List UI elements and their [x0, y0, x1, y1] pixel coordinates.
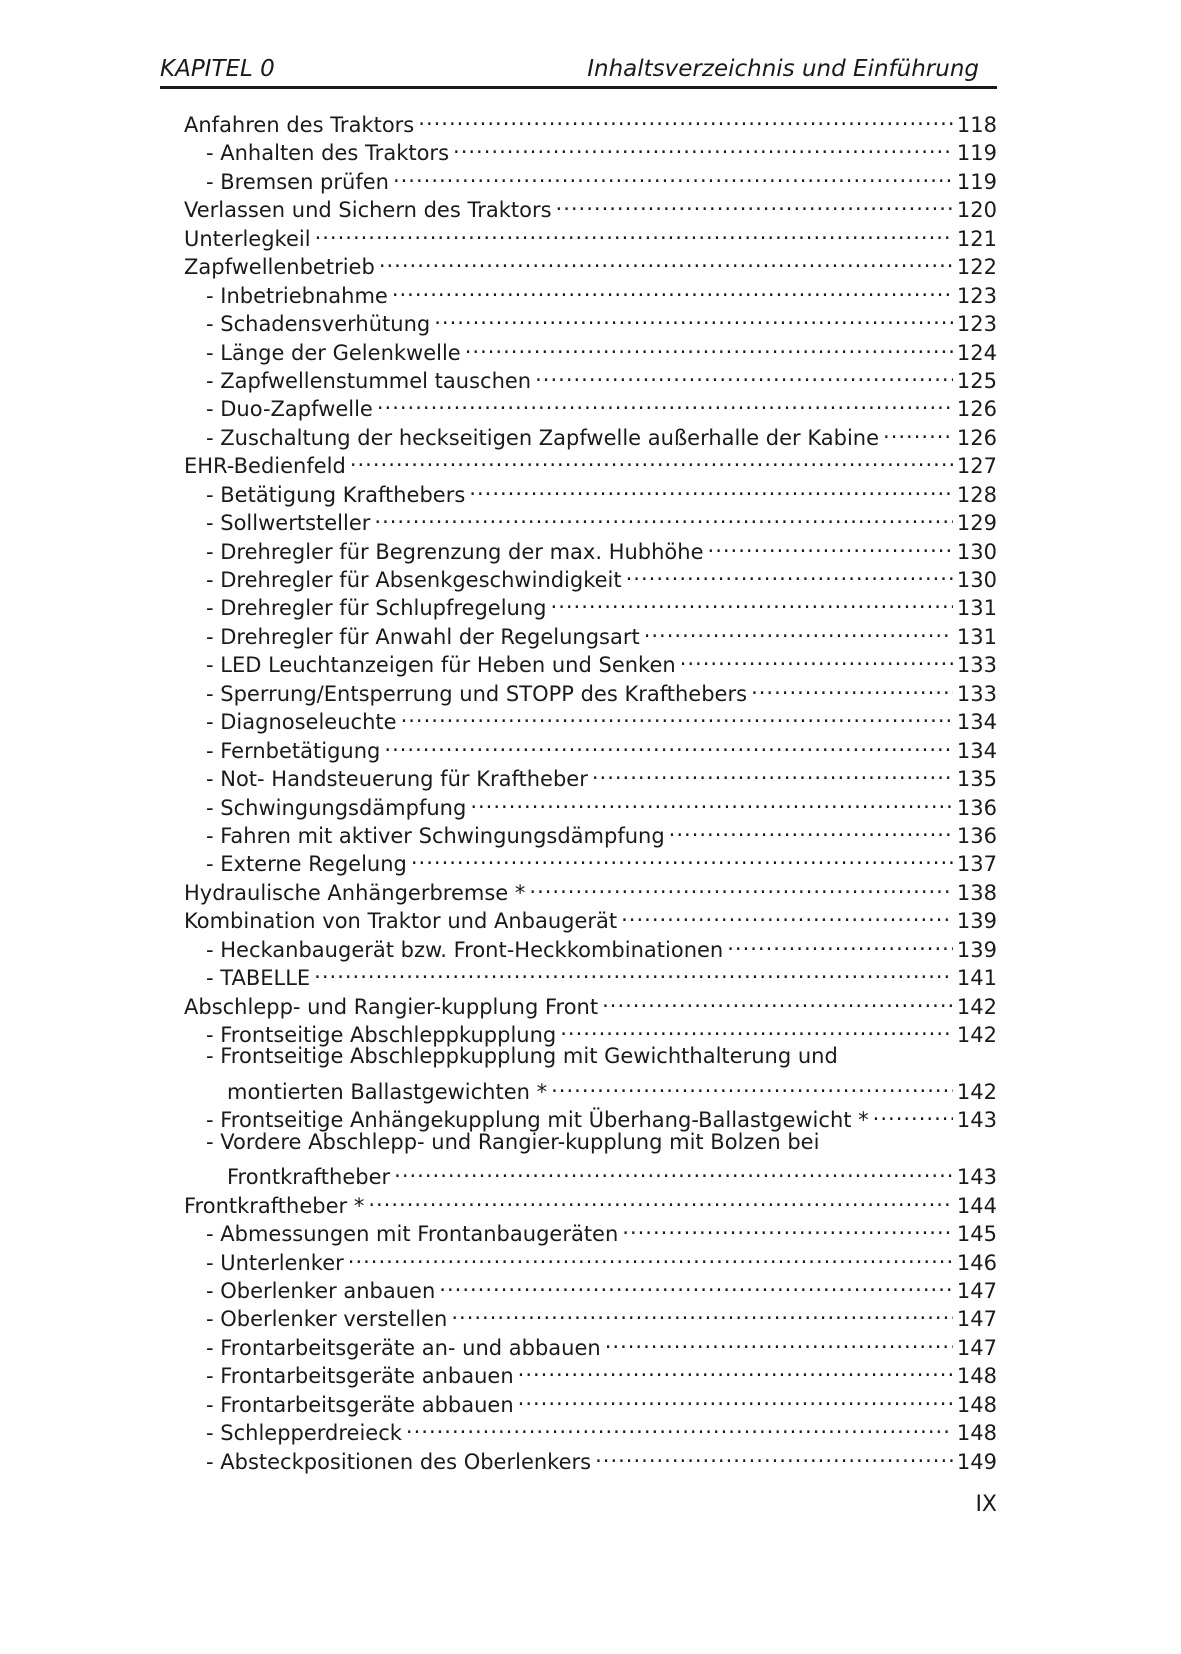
toc-entry-page: 126 — [956, 425, 997, 450]
toc-entry-page: 138 — [956, 880, 997, 905]
dot-leader — [727, 929, 953, 957]
toc-entry-page: 141 — [956, 966, 997, 991]
toc-entry-title: - Sperrung/Entsperrung und STOPP des Krafthebers — [206, 681, 748, 706]
dot-leader — [708, 531, 953, 559]
toc-entry-title: EHR-Bedienfeld — [184, 454, 346, 479]
toc-entry-page: 131 — [956, 624, 997, 649]
toc-entry-title: montierten Ballastgewichten * — [227, 1079, 548, 1104]
toc-entry-title: - Zuschaltung der heckseitigen Zapfwelle außerhalle der Kabine — [206, 425, 880, 450]
dot-leader — [470, 787, 953, 815]
toc-entry-title: - Schadensverhütung — [206, 312, 431, 337]
toc-entry-page: 120 — [956, 198, 997, 223]
dot-leader — [669, 815, 953, 843]
toc-entry-page: 147 — [956, 1307, 997, 1332]
toc-entry-page: 130 — [956, 539, 997, 564]
toc-entry-title: Frontkraftheber * — [184, 1193, 365, 1218]
toc-entry-title: - Fahren mit aktiver Schwingungsdämpfung — [206, 823, 665, 848]
dot-leader — [434, 303, 953, 331]
toc-entry-page: 144 — [956, 1193, 997, 1218]
dot-leader — [883, 417, 953, 445]
toc-entry-page: 147 — [956, 1335, 997, 1360]
toc-entry-page: 142 — [956, 1079, 997, 1104]
dot-leader — [592, 758, 953, 786]
dot-leader — [529, 872, 953, 900]
toc-entry-title: - Frontseitige Abschleppkupplung mit Gewichthalterung und — [206, 1044, 838, 1069]
table-of-contents — [184, 104, 997, 1474]
dot-leader — [315, 218, 953, 246]
toc-entry-title: - Schwingungsdämpfung — [206, 795, 467, 820]
toc-entry-title: - Absteckpositionen des Oberlenkers — [206, 1449, 592, 1474]
chapter-label: KAPITEL 0 — [160, 56, 275, 82]
toc-entry-page: 148 — [956, 1364, 997, 1389]
header-title: Inhaltsverzeichnis und Einführung — [587, 56, 979, 82]
dot-leader — [751, 673, 953, 701]
toc-entry-page: 143 — [956, 1108, 997, 1133]
dot-leader — [560, 1014, 953, 1042]
toc-entry-title: Unterlegkeil — [184, 226, 311, 251]
toc-entry-page: 128 — [956, 482, 997, 507]
toc-entry-title: - Heckanbaugerät bzw. Front-Heckkombinationen — [206, 937, 724, 962]
toc-entry-page: 119 — [956, 169, 997, 194]
toc-entry-title: - Oberlenker anbauen — [206, 1278, 436, 1303]
dot-leader — [680, 644, 953, 672]
toc-entry-title: - Bremsen prüfen — [206, 169, 389, 194]
toc-entry-page: 131 — [956, 596, 997, 621]
dot-leader — [556, 189, 953, 217]
dot-leader — [621, 900, 953, 928]
toc-entry-title: - Frontarbeitsgeräte abbauen — [206, 1392, 514, 1417]
toc-entry-page: 142 — [956, 994, 997, 1019]
toc-entry-title: - Sollwertsteller — [206, 511, 371, 536]
dot-leader — [595, 1441, 953, 1469]
toc-entry-title: - Drehregler für Absenkgeschwindigkeit — [206, 568, 622, 592]
dot-leader — [439, 1270, 953, 1298]
page-number: IX — [975, 1492, 997, 1517]
dot-leader — [626, 559, 953, 587]
toc-entry-title: - Frontarbeitsgeräte anbauen — [206, 1364, 514, 1389]
dot-leader — [392, 275, 953, 303]
dot-leader — [314, 957, 953, 985]
dot-leader — [535, 360, 953, 388]
dot-leader — [605, 1327, 953, 1355]
toc-entry-title: Zapfwellenbetrieb — [184, 255, 375, 280]
toc-entry-title: - Drehregler für Anwahl der Regelungsart — [206, 624, 640, 649]
toc-entry-title: Verlassen und Sichern des Traktors — [184, 198, 552, 223]
dot-leader — [406, 1412, 953, 1440]
dot-leader — [518, 1384, 953, 1412]
dot-leader — [411, 843, 953, 871]
toc-entry-page: 146 — [956, 1250, 997, 1275]
toc-entry-page: 125 — [956, 368, 997, 393]
dot-leader — [377, 388, 953, 416]
toc-entry-page: 136 — [956, 823, 997, 848]
toc-entry-page: 148 — [956, 1392, 997, 1417]
toc-entry-page: 139 — [956, 937, 997, 962]
toc-entry-title: - Vordere Abschlepp- und Rangier-kupplung mit Bolzen bei — [206, 1129, 820, 1154]
toc-entry-page: 137 — [956, 852, 997, 877]
dot-leader — [394, 1156, 953, 1184]
toc-entry-page: 130 — [956, 568, 997, 592]
dot-leader — [384, 730, 953, 758]
toc-entry-page: 145 — [956, 1222, 997, 1247]
toc-entry-page: 123 — [956, 312, 997, 337]
toc-entry-title: - Duo-Zapfwelle — [206, 397, 373, 422]
dot-leader — [453, 132, 953, 160]
dot-leader — [465, 332, 953, 360]
dot-leader — [368, 1185, 953, 1213]
toc-entry-title: Anfahren des Traktors — [184, 113, 415, 137]
toc-entry-title: Abschlepp- und Rangier-kupplung Front — [184, 994, 599, 1019]
toc-entry[interactable] — [184, 1071, 997, 1104]
toc-entry-title: - Inbetriebnahme — [206, 283, 388, 308]
toc-entry-title: - Schlepperdreieck — [206, 1421, 402, 1446]
toc-entry[interactable] — [184, 1042, 997, 1070]
toc-entry-page: 143 — [956, 1165, 997, 1190]
toc-entry-title: - Drehregler für Schlupfregelung — [206, 596, 547, 621]
toc-entry[interactable] — [184, 1156, 997, 1190]
dot-leader — [602, 986, 953, 1014]
toc-entry-page: 134 — [956, 710, 997, 735]
dot-leader — [374, 502, 953, 530]
toc-entry-page: 129 — [956, 511, 997, 536]
toc-entry-title: - Anhalten des Traktors — [206, 141, 450, 166]
dot-leader — [518, 1355, 953, 1383]
toc-entry-title: - Unterlenker — [206, 1250, 344, 1275]
toc-entry-title: - Fernbetätigung — [206, 738, 381, 763]
toc-entry-page: 123 — [956, 283, 997, 308]
dot-leader — [644, 616, 953, 644]
toc-entry-page: 135 — [956, 767, 997, 792]
toc-entry-title: - Betätigung Krafthebers — [206, 482, 466, 507]
dot-leader — [418, 104, 953, 132]
toc-entry-page: 142 — [956, 1023, 997, 1047]
toc-entry-title: - Drehregler für Begrenzung der max. Hubhöhe — [206, 539, 704, 564]
toc-entry-page: 122 — [956, 255, 997, 280]
toc-entry-title: - Abmessungen mit Frontanbaugeräten — [206, 1222, 619, 1247]
toc-entry-title: Kombination von Traktor und Anbaugerät — [184, 909, 618, 934]
toc-entry-title: - Frontarbeitsgeräte an- und abbauen — [206, 1335, 601, 1360]
toc-entry-title: - Frontseitige Abschleppkupplung — [206, 1023, 557, 1047]
toc-entry-page: 126 — [956, 397, 997, 422]
dot-leader — [551, 587, 953, 615]
toc-entry-page: 139 — [956, 909, 997, 934]
toc-entry-title: Hydraulische Anhängerbremse * — [184, 880, 526, 905]
toc-entry-page: 147 — [956, 1278, 997, 1303]
toc-entry-title: - Länge der Gelenkwelle — [206, 340, 461, 365]
dot-leader — [451, 1298, 953, 1326]
toc-entry-page: 127 — [956, 454, 997, 479]
dot-leader — [379, 246, 953, 274]
dot-leader — [469, 474, 953, 502]
dot-leader — [393, 161, 953, 189]
toc-entry-page: 134 — [956, 738, 997, 763]
dot-leader — [622, 1213, 953, 1241]
toc-entry-title: - Externe Regelung — [206, 852, 407, 877]
dot-leader — [873, 1099, 953, 1127]
toc-entry-page: 136 — [956, 795, 997, 820]
toc-entry-title: - TABELLE — [206, 966, 311, 991]
dot-leader — [551, 1071, 953, 1099]
toc-entry-title: - Diagnoseleuchte — [206, 710, 397, 735]
dot-leader — [348, 1242, 953, 1270]
toc-entry-page: 148 — [956, 1421, 997, 1446]
toc-entry-title: - Zapfwellenstummel tauschen — [206, 368, 532, 393]
toc-entry-page: 133 — [956, 681, 997, 706]
toc-entry[interactable] — [184, 104, 997, 137]
toc-entry[interactable] — [184, 1128, 997, 1156]
toc-entry-page: 133 — [956, 653, 997, 678]
toc-entry-page: 124 — [956, 340, 997, 365]
toc-entry-title: Frontkraftheber — [227, 1165, 391, 1190]
toc-entry-page: 119 — [956, 141, 997, 166]
toc-entry-page: 118 — [956, 113, 997, 137]
toc-entry-page: 149 — [956, 1449, 997, 1474]
dot-leader — [401, 701, 953, 729]
toc-entry-title: - Oberlenker verstellen — [206, 1307, 448, 1332]
toc-entry-page: 121 — [956, 226, 997, 251]
page-header — [160, 52, 997, 89]
dot-leader — [350, 445, 953, 473]
toc-entry-title: - LED Leuchtanzeigen für Heben und Senken — [206, 653, 676, 678]
toc-entry-title: - Frontseitige Anhängekupplung mit Überhang-Ballastgewicht * — [206, 1108, 869, 1133]
toc-entry-title: - Not- Handsteuerung für Kraftheber — [206, 767, 588, 792]
